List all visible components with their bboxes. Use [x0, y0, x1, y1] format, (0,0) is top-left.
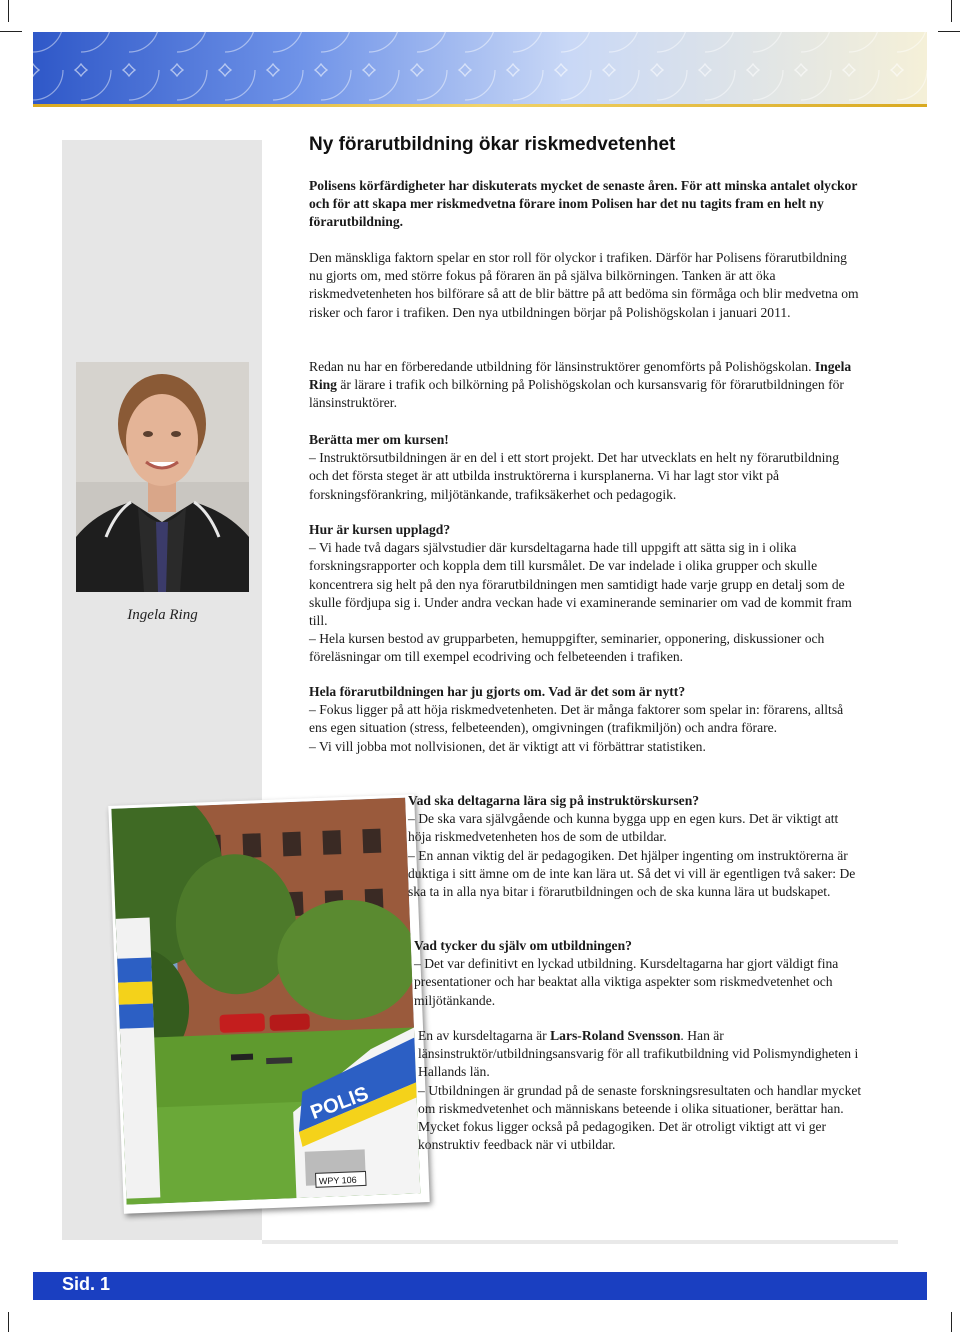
- body-paragraph-3: [418, 1027, 863, 1154]
- answer-text: – Vi hade två dagars självstudier där kursdeltagarna hade till uppgift att sätta sig in i olika forskningsrapporter och koppla dem till kursmålet. De var indelade i olika grupper och skulle koncentrera sig helt på den nya förarutbildningen men samtidigt hade varje grupp en detalj som de skulle fördjupa sig i. Under andra veckan hade vi examinerande seminarier om vad de kommit fram till.: [309, 540, 852, 629]
- body-paragraph-1: [309, 249, 861, 322]
- qa-block-4: [408, 792, 860, 901]
- crop-mark: [951, 0, 952, 22]
- article-title: Ny förarutbildning ökar riskmedvetenhet: [309, 134, 676, 155]
- qa-block-1: [309, 431, 861, 504]
- crop-mark: [8, 0, 9, 22]
- paragraph-text-part: är lärare i trafik och bilkörning på Polishögskolan och kursansvarig för förarutbildningen för länsinstruktörer.: [309, 377, 844, 411]
- police-van-photo: [108, 794, 429, 1213]
- answer-text: – Vi vill jobba mot nollvisionen, det är viktigt att vi förbättrar statistiken.: [309, 738, 706, 754]
- portrait-photo: [76, 362, 249, 592]
- person-name: Lars-Roland Svensson: [550, 1028, 681, 1043]
- crop-mark: [8, 1312, 9, 1332]
- header-banner: [33, 32, 927, 106]
- license-plate: WPY 106: [318, 1174, 357, 1187]
- page-number: Sid. 1: [62, 1274, 111, 1294]
- lede-text: Polisens körfärdigheter har diskuterats mycket de senaste åren. För att minska antalet olyckor och för att skapa mer riskmedvetna förare inom Polisen har det nu tagits fram en helt ny förarutbildning.: [309, 178, 858, 230]
- portrait-caption: Ingela Ring: [127, 607, 198, 623]
- qa-block-2: [309, 521, 861, 667]
- answer-text: – Det var definitivt en lyckad utbildning. Kursdeltagarna har gjort väldigt fina presentationer och har beaktat alla viktiga aspekter som riskmedvetenhet och miljötänkande.: [414, 956, 839, 1008]
- answer-text: – Hela kursen bestod av grupparbeten, hemuppgifter, seminarier, opponering, diskussioner och föreläsningar om till exempel ecodriving och felbeteenden i trafiken.: [309, 631, 825, 665]
- banner-circle-pattern: [33, 32, 927, 106]
- crop-mark: [0, 31, 22, 32]
- crop-mark: [951, 1312, 952, 1332]
- paragraph-text-part: Redan nu har en förberedande utbildning för länsinstruktörer genomförts på Polishögskolan.: [309, 359, 812, 374]
- question-heading: Berätta mer om kursen!: [309, 432, 449, 447]
- banner-gold-stripe: [33, 104, 927, 107]
- crop-mark: [938, 31, 960, 32]
- person-name: Ingela Ring: [309, 359, 852, 393]
- qa-block-3: [309, 683, 861, 756]
- question-heading: Hela förarutbildningen har ju gjorts om. Vad är det som är nytt?: [309, 684, 686, 699]
- article-lede: [309, 177, 861, 232]
- question-heading: Hur är kursen upplagd?: [309, 522, 451, 537]
- answer-text: – Instruktörsutbildningen är en del i ett stort projekt. Det har utvecklats en helt ny förarutbildning och det första steget är att utbilda instruktörerna i kursplanerna. Vi har lagt stor vikt på forskningsförankring, miljötänkande, trafiksäkerhet och pedagogik.: [309, 450, 840, 502]
- answer-text: – En annan viktig del är pedagogiken. Det hjälper ingenting om instruktörerna är duktiga i sitt ämne om de inte kan lära ut. Så det vi vill är egentligen två saker: De ska ta in alla nya bitar i förarutbildningen och de ska kunna lära ut budskapet.: [408, 847, 856, 900]
- footer-bar: [33, 1272, 927, 1300]
- answer-text: – Fokus ligger på att höja riskmedvetenheten. Det är många faktorer som spelar in: förarens, alltså ens egen situation (stress, felbeteenden), omgivningen (trafikmiljön) och andra förare.: [309, 702, 844, 736]
- qa-block-5: [414, 937, 866, 1010]
- paragraph-text-part: . Han är länsinstruktör/utbildningsansvarig för all trafikutbildning vid Polismyndigheten i Hallands län.: [418, 1028, 859, 1080]
- van-text: POLIS: [307, 1082, 372, 1125]
- paragraph-text: Den mänskliga faktorn spelar en stor roll för olyckor i trafiken. Därför har Polisens förarutbildning nu gjorts om, med större fokus på föraren än på själva bilkörningen. Tanken är att öka riskmedvetenheten hos bilförare så att de blir bättre på att bedöma sin förmåga och blir medvetna om risker och faror i trafiken. Den nya utbildningen börjar på Polishögskolan i januari 2011.: [309, 250, 859, 320]
- paragraph-text: [418, 1027, 863, 1082]
- question-heading: Vad tycker du själv om utbildningen?: [414, 938, 632, 953]
- bottom-rule: [262, 1240, 898, 1244]
- answer-text: – Utbildningen är grundad på de senaste forskningsresultaten och handlar mycket om riskmedvetenhet och människans beteende i olika situationer, berättar han. Mycket fokus ligger också på pedagogiken. Det är otroligt viktigt att vi ger konstruktiv feedback när vi utbildar.: [418, 1082, 862, 1153]
- answer-text: – De ska vara självgående och kunna bygga upp en egen kurs. Det är viktigt att höja riskmedvetenheten hos de som de utbildar.: [408, 811, 839, 845]
- paragraph-text-part: En av kursdeltagarna är: [418, 1028, 547, 1043]
- paragraph-text: [309, 358, 861, 413]
- body-paragraph-2: [309, 358, 861, 413]
- question-heading: Vad ska deltagarna lära sig på instruktörskursen?: [408, 793, 700, 808]
